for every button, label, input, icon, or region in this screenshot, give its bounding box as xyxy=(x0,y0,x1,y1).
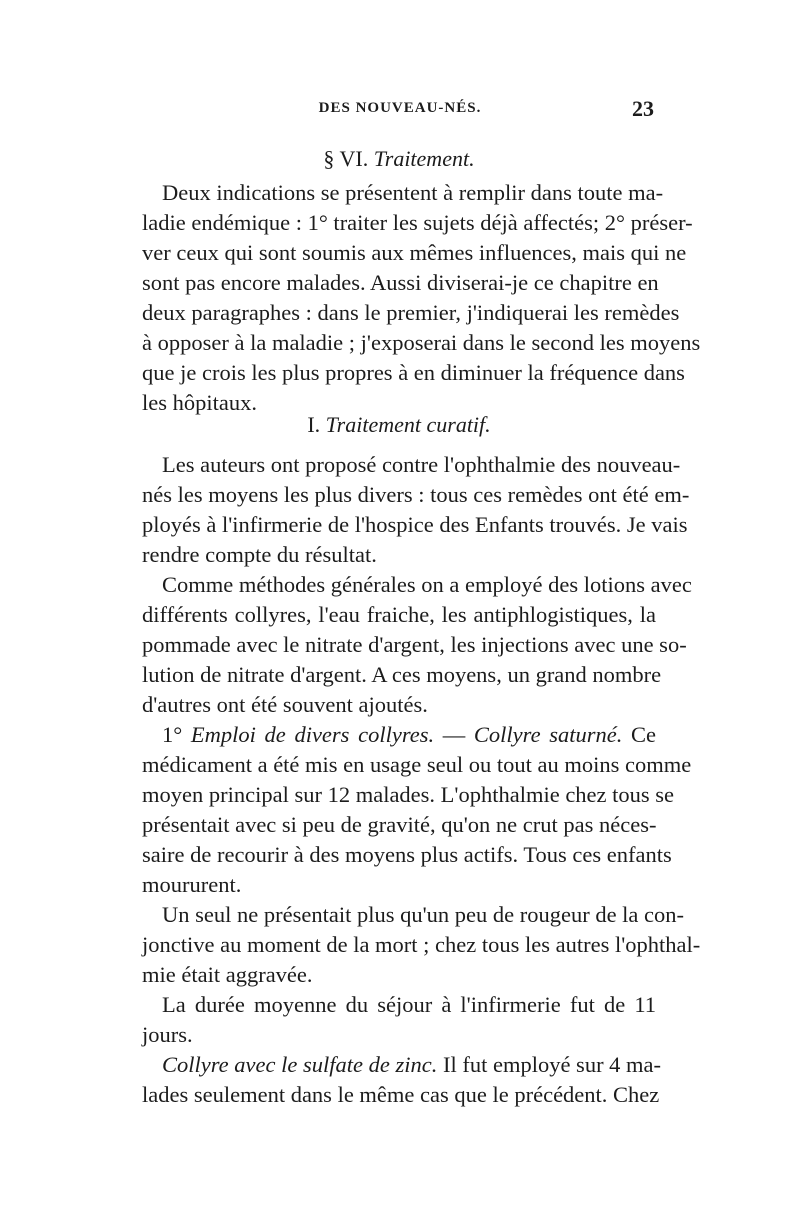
text-line: ployés à l'infirmerie de l'hospice des Enfants trouvés. Je vais xyxy=(142,512,688,537)
text-line: jours. xyxy=(142,1022,193,1047)
running-head: DES NOUVEAU-NÉS. xyxy=(318,100,482,116)
text-line: La durée moyenne du séjour à l'infirmerie fut de 11 xyxy=(162,992,656,1017)
text-line: d'autres ont été souvent ajoutés. xyxy=(142,692,428,717)
text-line: lades seulement dans le même cas que le précédent. Chez xyxy=(142,1082,660,1107)
page-header xyxy=(0,96,800,130)
text-line: Les auteurs ont proposé contre l'ophthalmie des nouveau- xyxy=(162,452,681,477)
text-line: mie était aggravée. xyxy=(142,962,313,987)
item-title: Emploi de divers collyres. xyxy=(190,722,435,747)
line-rest: Ce xyxy=(622,722,657,747)
text-line: lution de nitrate d'argent. A ces moyens, un grand nombre xyxy=(142,662,662,687)
item-subtitle: Collyre saturné. xyxy=(473,722,623,747)
item-title: Collyre avec le sulfate de zinc. xyxy=(162,1052,438,1077)
dash: — xyxy=(434,722,474,747)
text-line: médicament a été mis en usage seul ou tout au moins comme xyxy=(142,752,692,777)
text-line: ladie endémique : 1° traiter les sujets déjà affectés; 2° préser- xyxy=(142,210,693,235)
subsection-heading-number: I. xyxy=(307,412,321,437)
text-line: présentait avec si peu de gravité, qu'on ne crut pas néces- xyxy=(142,812,657,837)
text-line: à opposer à la maladie ; j'exposerai dans le second les moyens xyxy=(142,330,701,355)
text-line: différents collyres, l'eau fraiche, les antiphlogistiques, la xyxy=(142,602,656,627)
text-line: pommade avec le nitrate d'argent, les injections avec une so- xyxy=(142,632,687,657)
text-line: moururent. xyxy=(142,872,242,897)
text-line: Deux indications se présentent à remplir dans toute ma- xyxy=(162,180,664,205)
text-line xyxy=(162,1050,662,1080)
text-line xyxy=(162,720,656,750)
text-line: les hôpitaux. xyxy=(142,390,257,415)
subsection-heading-title: Traitement curatif. xyxy=(325,412,491,437)
section-heading-number: § VI. xyxy=(323,146,369,171)
page-number: 23 xyxy=(632,96,654,121)
text-line: nés les moyens les plus divers : tous ces remèdes ont été em- xyxy=(142,482,690,507)
text-line: ver ceux qui sont soumis aux mêmes influences, mais qui ne xyxy=(142,240,687,265)
section-heading xyxy=(142,144,656,174)
text-line: jonctive au moment de la mort ; chez tous les autres l'ophthal- xyxy=(142,932,701,957)
subsection-heading xyxy=(142,410,656,440)
line-rest: Il fut employé sur 4 ma- xyxy=(437,1052,662,1077)
text-line: deux paragraphes : dans le premier, j'indiquerai les remèdes xyxy=(142,300,680,325)
text-line: que je crois les plus propres à en diminuer la fréquence dans xyxy=(142,360,685,385)
text-line: rendre compte du résultat. xyxy=(142,542,377,567)
text-line: Un seul ne présentait plus qu'un peu de rougeur de la con- xyxy=(162,902,685,927)
item-number: 1° xyxy=(162,722,183,747)
text-line: saire de recourir à des moyens plus actifs. Tous ces enfants xyxy=(142,842,672,867)
section-heading-title: Traitement. xyxy=(373,146,475,171)
text-line: Comme méthodes générales on a employé des lotions avec xyxy=(162,572,692,597)
text-line: sont pas encore malades. Aussi diviserai-je ce chapitre en xyxy=(142,270,659,295)
text-line: moyen principal sur 12 malades. L'ophthalmie chez tous se xyxy=(142,782,675,807)
